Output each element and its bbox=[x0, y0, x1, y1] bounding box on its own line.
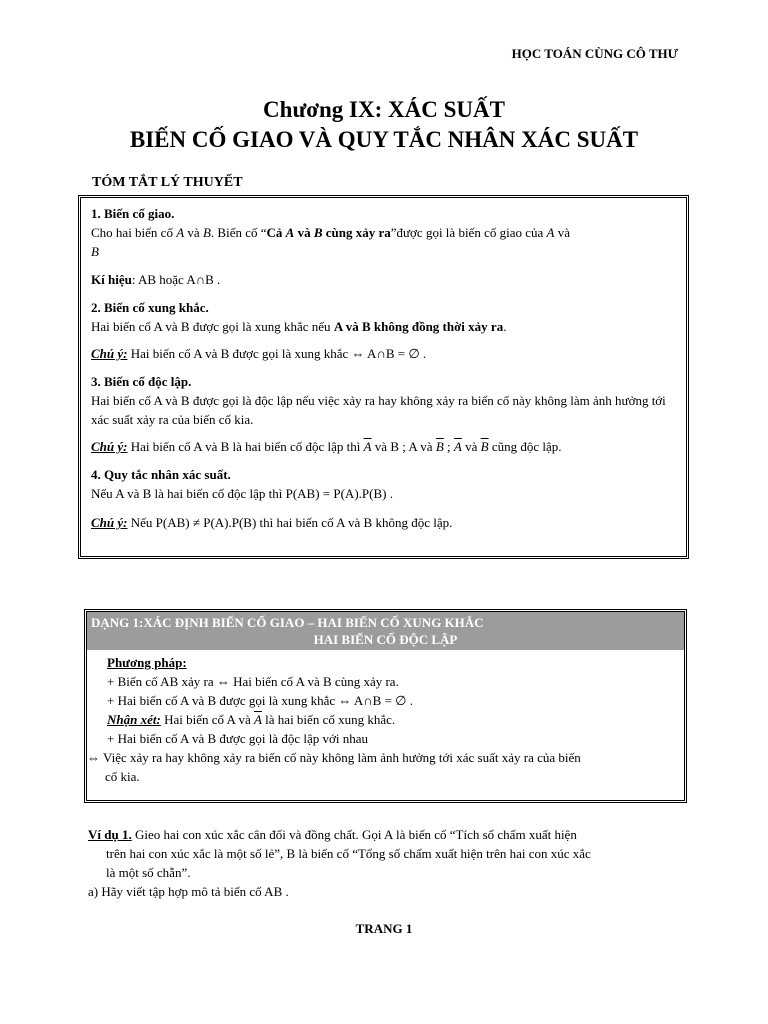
method-item: cố kia. bbox=[105, 769, 140, 784]
notation-label: Kí hiệu bbox=[91, 272, 132, 287]
text-run: và bbox=[184, 225, 203, 240]
math-a-bar: $\overline{A}$ bbox=[253, 712, 262, 727]
text-run: và bbox=[554, 225, 570, 240]
section-text bbox=[91, 223, 676, 242]
math-b: B bbox=[202, 225, 211, 240]
text-run: ; bbox=[443, 439, 454, 454]
section-heading: 1. Biến cố giao. bbox=[91, 206, 175, 221]
section-independent bbox=[91, 372, 676, 456]
text-run: cùng xảy ra bbox=[322, 225, 391, 240]
type1-box bbox=[84, 609, 687, 803]
text-run: Cả bbox=[266, 225, 286, 240]
text-run: Hai biến cố A và bbox=[160, 712, 254, 727]
text-run: . bbox=[503, 319, 507, 334]
text-run: là hai biến cố xung khắc. bbox=[261, 712, 396, 727]
chapter-title-line1: Chương IX: XÁC SUẤT bbox=[263, 97, 505, 122]
example-question: a) Hãy viết tập hợp mô tả biến cố AB . bbox=[88, 884, 289, 899]
section-text bbox=[91, 317, 676, 336]
math-a-bar: $\overline{A}$ bbox=[453, 439, 462, 454]
section-multiplication-rule bbox=[91, 465, 676, 532]
math-a: A bbox=[546, 225, 555, 240]
section-text: Nếu A và B là hai biến cố độc lập thì P(AB) = P(A).P(B) . bbox=[91, 486, 393, 501]
section-intersection bbox=[91, 204, 676, 289]
type1-title-line2: HAI BIẾN CỐ ĐỘC LẬP bbox=[313, 632, 458, 647]
text-run: Hai biến cố A và B là hai biến cố độc lập thì bbox=[127, 439, 364, 454]
section-heading: 2. Biến cố xung khắc. bbox=[91, 300, 209, 315]
note-label: Chú ý: bbox=[91, 439, 128, 454]
note-label: Chú ý: bbox=[91, 346, 128, 361]
type1-title-line1: DẠNG 1:XÁC ĐỊNH BIẾN CỐ GIAO – HAI BIẾN CỐ XUNG KHẮC bbox=[91, 615, 484, 630]
math-b: B bbox=[91, 244, 99, 259]
chapter-title bbox=[0, 95, 768, 155]
note-line bbox=[91, 437, 676, 456]
summary-label: TÓM TẮT LÝ THUYẾT bbox=[92, 175, 243, 190]
header-brand: HỌC TOÁN CÙNG CÔ THƯ bbox=[511, 46, 678, 61]
section-heading: 4. Quy tắc nhân xác suất. bbox=[91, 467, 231, 482]
math-b-bar: $\overline{B}$ bbox=[480, 439, 489, 454]
note-line bbox=[91, 513, 676, 532]
text-run: và B ; A và bbox=[371, 439, 436, 454]
note-text: Nếu P(AB) ≠ P(A).P(B) thì hai biến cố A và B không độc lập. bbox=[127, 515, 453, 530]
math-b-bar: $\overline{B}$ bbox=[435, 439, 444, 454]
math-b: B bbox=[313, 225, 323, 240]
example-1 bbox=[88, 825, 688, 901]
example-line bbox=[88, 825, 688, 844]
notation-line bbox=[91, 270, 676, 289]
method-item: + Hai biến cố A và B được gọi là độc lập với nhau bbox=[107, 731, 368, 746]
example-line: là một số chẵn”. bbox=[106, 865, 191, 880]
text-run: và bbox=[461, 439, 481, 454]
method-item: + Biến cố AB xảy ra ⇔ Hai biến cố A và B cùng xảy ra. bbox=[107, 674, 399, 689]
text-run: A và B không đồng thời xảy ra bbox=[333, 319, 504, 334]
theory-box bbox=[78, 195, 689, 559]
note-label: Chú ý: bbox=[91, 515, 128, 530]
text-run: Cho hai biến cố bbox=[91, 225, 177, 240]
remark-label: Nhận xét: bbox=[107, 712, 161, 727]
section-mutually-exclusive bbox=[91, 298, 676, 363]
type1-body bbox=[87, 650, 684, 786]
example-label: Ví dụ 1. bbox=[88, 827, 132, 842]
example-line: trên hai con xúc xắc là một số lẻ”, B là biến cố “Tổng số chấm xuất hiện trên hai con xúc xắc bbox=[106, 846, 591, 861]
note-text: Hai biến cố A và B được gọi là xung khắc ⇔ A∩B = ∅ . bbox=[127, 346, 427, 361]
math-a: A bbox=[285, 225, 295, 240]
text-run: Gieo hai con xúc xắc cân đối và đồng chất. Gọi A là biến cố “Tích số chấm xuất hiện bbox=[131, 827, 577, 842]
text-run: và bbox=[294, 225, 314, 240]
text-run: Hai biến cố A và B được gọi là xung khắc nếu bbox=[91, 319, 334, 334]
method-item: ⇔ Việc xảy ra hay không xảy ra biến cố này không làm ảnh hưởng tới xác suất xảy ra của biến bbox=[87, 750, 581, 765]
type1-header bbox=[87, 612, 684, 650]
notation-text: : AB hoặc A∩B . bbox=[131, 272, 221, 287]
text-run: . Biến cố “ bbox=[210, 225, 267, 240]
chapter-title-line2: BIẾN CỐ GIAO VÀ QUY TẮC NHÂN XÁC SUẤT bbox=[129, 127, 639, 152]
method-item: + Hai biến cố A và B được gọi là xung khắc ⇔ A∩B = ∅ . bbox=[107, 693, 414, 708]
page-footer: TRANG 1 bbox=[355, 921, 413, 936]
math-a-bar: $\overline{A}$ bbox=[363, 439, 372, 454]
note-line bbox=[91, 344, 676, 363]
text-run: ”được gọi là biến cố giao của bbox=[390, 225, 547, 240]
text-run: cũng độc lập. bbox=[488, 439, 562, 454]
section-heading: 3. Biến cố độc lập. bbox=[91, 374, 192, 389]
remark-line bbox=[87, 710, 678, 729]
math-a: A bbox=[176, 225, 185, 240]
method-label: Phương pháp: bbox=[107, 655, 187, 670]
section-text: Hai biến cố A và B được gọi là độc lập nếu việc xảy ra hay không xảy ra biến cố này không làm ảnh hưởng tới xác suất xảy ra của biến cố kia. bbox=[91, 393, 666, 427]
